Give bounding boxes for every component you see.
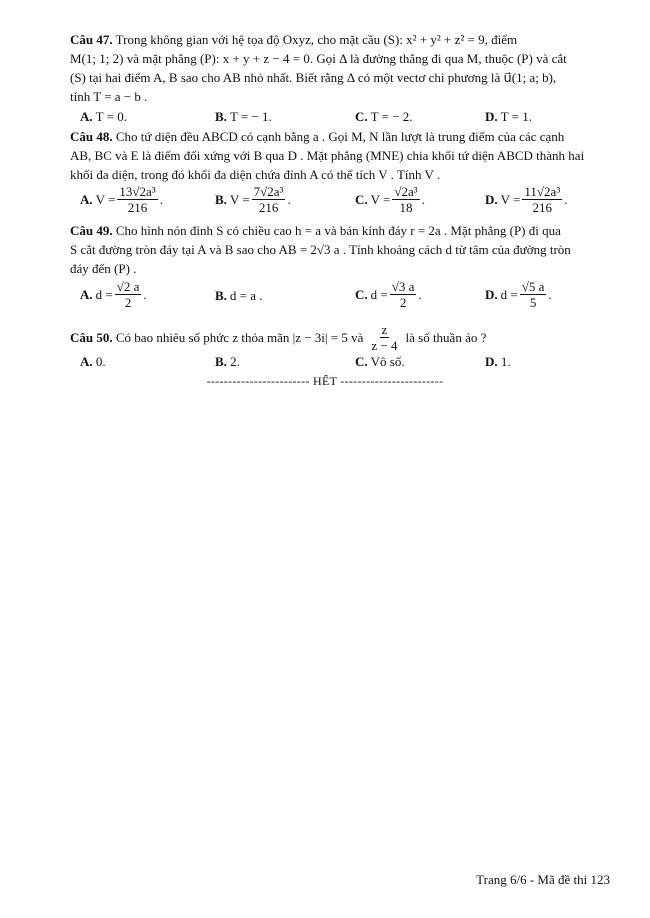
- question-text-line: Trong không gian với hệ tọa độ Oxyz, cho mặt cầu (S): x² + y² + z² = 9, điểm: [115, 32, 518, 47]
- question-text-line: Cho tứ diện đều ABCD có cạnh bằng a . Gọi M, N lần lượt là trung điểm của các cạnh: [115, 129, 565, 144]
- option-a: A. 0.: [80, 354, 106, 369]
- question-50: [70, 322, 615, 353]
- question-text-line: đáy đến (P) .: [70, 261, 137, 276]
- option-b: B. 2.: [215, 354, 240, 369]
- option-d: D. T = 1.: [485, 109, 532, 124]
- question-text-line: S cắt đường tròn đáy tại A và B sao cho AB = 2√3 a . Tính khoảng cách d từ tâm của đường tròn: [70, 242, 571, 257]
- question-label: Câu 47.: [70, 32, 113, 47]
- question-text-line: M(1; 1; 2) và mặt phẳng (P): x + y + z − 4 = 0. Gọi Δ là đường thẳng đi qua M, thuộc (P) và cắt: [70, 51, 567, 66]
- fraction: $\frac{z}{z - 4}$: [371, 322, 398, 353]
- answer-options: [80, 354, 600, 374]
- option-c: C. V = $\frac{\text{√2a³}}{18}$ .: [355, 184, 425, 215]
- answer-options: [80, 109, 600, 129]
- question-49: [70, 221, 615, 278]
- option-b: B. d = a .: [215, 288, 263, 303]
- option-d: D. 1.: [485, 354, 511, 369]
- option-a: A. d = $\frac{√2 a}{2}$ .: [80, 279, 147, 310]
- question-text-line: tính T = a − b .: [70, 89, 148, 104]
- question-48: [70, 127, 615, 184]
- end-of-exam-marker: ------------------------ HẾT ------------------------: [206, 374, 444, 388]
- option-c: C. Vô số.: [355, 354, 405, 369]
- question-text: là số thuần ảo ?: [405, 330, 487, 345]
- option-a: A. V = $\frac{\text{13√2a³}}{216}$ .: [80, 184, 163, 215]
- question-label: Câu 50.: [70, 330, 113, 345]
- option-c: C. d = $\frac{√3 a}{2}$ .: [355, 279, 422, 310]
- option-b: B. T = − 1.: [215, 109, 272, 124]
- question-47: [70, 30, 615, 106]
- question-text-line: Cho hình nón đỉnh S có chiều cao h = a và bán kính đáy r = 2a . Mặt phẳng (P) đi qua: [115, 223, 561, 238]
- option-b: B. V = $\frac{\text{7√2a³}}{216}$ .: [215, 184, 291, 215]
- option-a: A. T = 0.: [80, 109, 127, 124]
- page-footer: Trang 6/6 - Mã đề thi 123: [476, 872, 610, 887]
- question-label: Câu 49.: [70, 223, 113, 238]
- question-text-line: AB, BC và E là điểm đối xứng với B qua D . Mặt phẳng (MNE) chia khối tứ diện ABCD thành hai: [70, 148, 585, 163]
- question-label: Câu 48.: [70, 129, 113, 144]
- question-text-line: (S) tại hai điểm A, B sao cho AB nhỏ nhất. Biết rằng Δ có một vectơ chỉ phương là u⃗(1; a; b),: [70, 70, 557, 85]
- question-text: Có bao nhiêu số phức z thỏa mãn |z − 3i| = 5 và: [115, 330, 364, 345]
- option-d: D. d = $\frac{√5 a}{5}$ .: [485, 279, 552, 310]
- option-d: D. V = $\frac{\text{11√2a³}}{216}$ .: [485, 184, 568, 215]
- question-text-line: khối đa diện, trong đó khối đa diện chứa đỉnh A có thể tích V . Tính V .: [70, 167, 441, 182]
- option-c: C. T = − 2.: [355, 109, 413, 124]
